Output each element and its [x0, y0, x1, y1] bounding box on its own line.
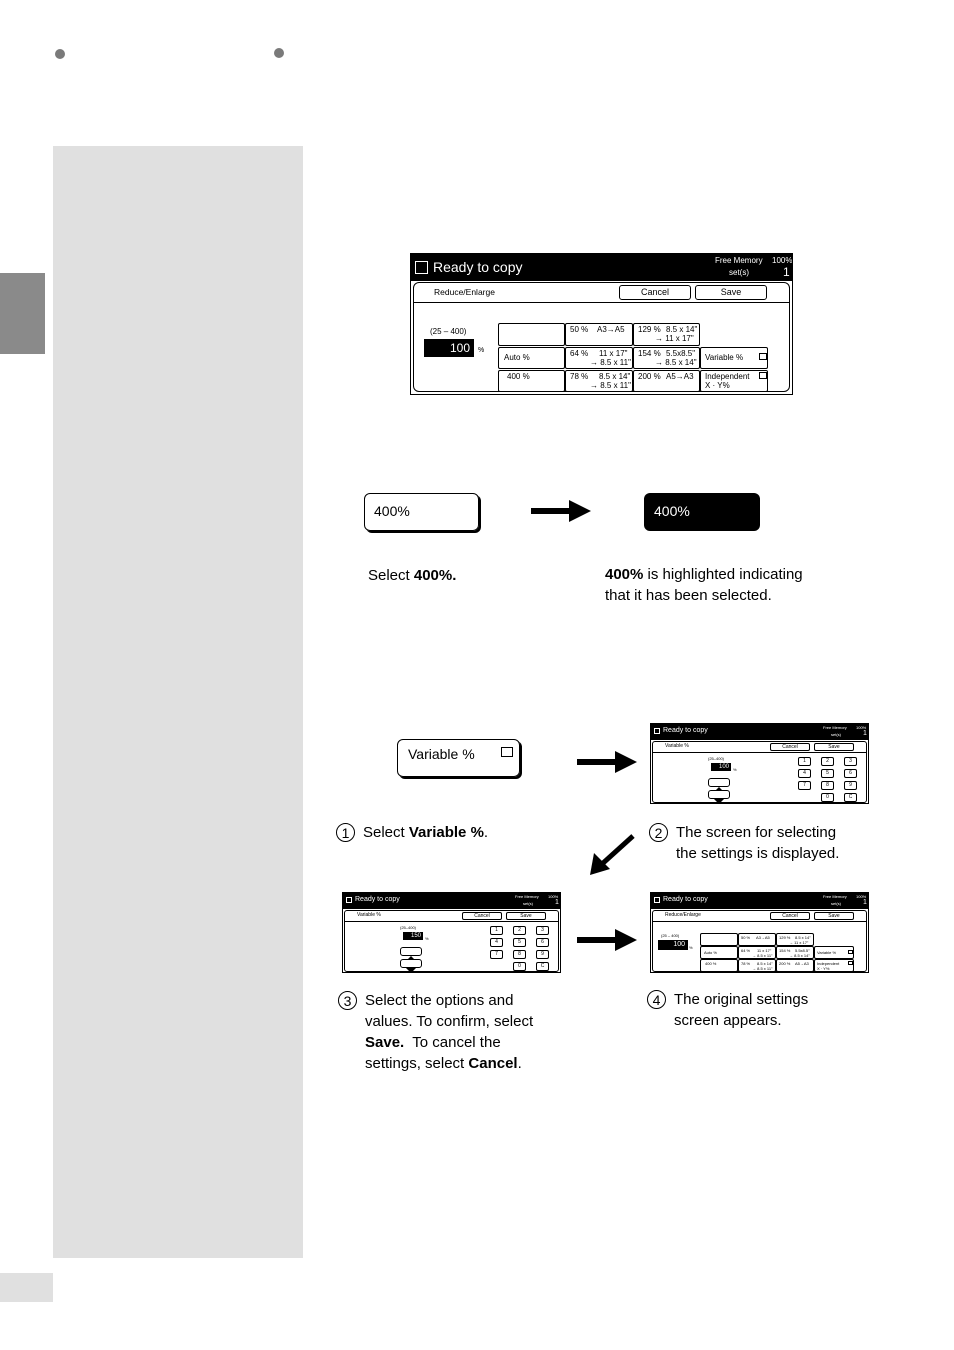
submenu-icon: [848, 950, 853, 954]
keypad-key-7[interactable]: 7: [490, 950, 503, 959]
copier-icon: [654, 728, 660, 734]
reduce-enlarge-screen: [410, 253, 793, 395]
sets-label: set(s): [831, 732, 841, 737]
button-400-selected[interactable]: 400%: [644, 493, 760, 531]
keypad-key-8[interactable]: 8: [513, 950, 526, 959]
sets-label: set(s): [523, 901, 533, 906]
submenu-icon: [501, 747, 513, 757]
keypad-key-6[interactable]: 6: [844, 769, 857, 778]
free-memory-label: Free Memory: [823, 725, 847, 730]
sets-value: 1: [863, 730, 867, 737]
keypad-key-0[interactable]: 0: [513, 962, 526, 971]
tab-variable-percent[interactable]: Variable %: [357, 912, 381, 918]
independent-xy-button[interactable]: Independent X · Y%: [700, 370, 768, 392]
original-settings-screen: [650, 892, 869, 973]
free-memory-label: Free Memory: [515, 894, 539, 899]
ratio-value-display[interactable]: 100: [711, 763, 731, 771]
keypad-key-2[interactable]: 2: [821, 757, 834, 766]
screen-panel: [413, 282, 790, 392]
free-memory-value: 100%: [772, 256, 793, 265]
independent-xy-button[interactable]: Independent X · Y%: [814, 959, 854, 972]
ratio-78-button[interactable]: 78 % 8.5 x 14" → 8.5 x 11": [565, 370, 633, 392]
copier-icon: [346, 897, 352, 903]
page-number-box: [0, 1273, 53, 1302]
caption-select-400: Select 400%.: [368, 567, 457, 584]
free-memory-value: 100%: [856, 725, 867, 730]
sets-value: 1: [863, 899, 867, 906]
step-1-caption: 1 Select Variable %.: [336, 822, 488, 843]
ratio-200-button[interactable]: 200 % A5→A3: [633, 370, 700, 392]
ratio-value-display[interactable]: 150: [403, 932, 423, 940]
free-memory-label: Free Memory: [823, 894, 847, 899]
step-2-caption: 2 The screen for selecting the settings is displayed.: [649, 822, 839, 864]
ratio-value-display[interactable]: 100: [424, 339, 474, 357]
screen-header: [651, 724, 868, 740]
cancel-button[interactable]: Cancel: [770, 743, 810, 751]
screen-panel: [652, 741, 867, 803]
screen-title: Ready to copy: [433, 259, 523, 275]
keypad-key-3[interactable]: 3: [536, 926, 549, 935]
header-dot-left: [55, 49, 65, 59]
save-button[interactable]: Save: [506, 912, 546, 920]
ratio-154-button[interactable]: 154 % 5.5x8.5" → 8.5 x 14": [776, 946, 814, 959]
variable-percent-screen-edited: [342, 892, 561, 973]
ratio-100-button[interactable]: 100 %: [498, 323, 565, 346]
increase-button[interactable]: [708, 778, 730, 787]
save-button[interactable]: Save: [814, 743, 854, 751]
range-label: (25 – 400): [430, 327, 467, 336]
percent-sign: %: [478, 347, 485, 354]
tab-variable-percent[interactable]: Variable %: [665, 743, 689, 749]
caption-400-highlighted: 400% is highlighted indicating that it has been selected.: [605, 566, 803, 604]
left-margin-panel: [53, 146, 303, 1258]
ratio-50-button[interactable]: 50 % A3→A5: [565, 323, 633, 346]
keypad-key-4[interactable]: 4: [798, 769, 811, 778]
chapter-tab: [0, 273, 45, 354]
tab-reduce-enlarge[interactable]: Reduce/Enlarge: [665, 912, 701, 918]
keypad-key-6[interactable]: 6: [536, 938, 549, 947]
keypad-key-4[interactable]: 4: [490, 938, 503, 947]
keypad-key-2[interactable]: 2: [513, 926, 526, 935]
cancel-button[interactable]: Cancel: [770, 912, 810, 920]
panel-divider: [653, 921, 866, 922]
screen-header: [411, 254, 792, 281]
decrease-button[interactable]: [708, 790, 730, 799]
screen-panel: [344, 910, 559, 972]
percent-sign: %: [689, 945, 693, 950]
keypad-key-0[interactable]: 0: [821, 793, 834, 802]
right-arrow-icon: [577, 751, 637, 773]
ratio-200-button[interactable]: 200 % A5→A3: [776, 959, 814, 972]
submenu-icon: [759, 372, 767, 379]
save-button[interactable]: Save: [695, 285, 767, 300]
free-memory-label: Free Memory: [715, 256, 763, 265]
range-label: (25–400): [400, 925, 417, 930]
keypad-key-1[interactable]: 1: [490, 926, 503, 935]
free-memory-value: 100%: [548, 894, 559, 899]
copier-icon: [654, 897, 660, 903]
increase-button[interactable]: [400, 947, 422, 956]
variable-percent-button[interactable]: Variable %: [700, 347, 768, 369]
screen-title: Ready to copy: [663, 896, 708, 903]
percent-sign: %: [733, 767, 737, 772]
keypad-key-8[interactable]: 8: [821, 781, 834, 790]
ratio-129-button[interactable]: 129 % 8.5 x 14" → 11 x 17": [776, 933, 814, 946]
keypad-key-7[interactable]: 7: [798, 781, 811, 790]
variable-percent-example-button[interactable]: Variable %: [397, 739, 520, 777]
keypad-key-5[interactable]: 5: [821, 769, 834, 778]
variable-percent-button[interactable]: Variable %: [814, 946, 854, 959]
submenu-icon: [848, 961, 853, 965]
tab-reduce-enlarge[interactable]: Reduce/Enlarge: [434, 287, 495, 297]
ratio-value-display[interactable]: 100: [658, 940, 688, 950]
panel-divider: [345, 921, 558, 922]
header-dot-right: [274, 48, 284, 58]
right-arrow-icon: [531, 500, 591, 522]
submenu-icon: [759, 353, 767, 360]
ratio-64-button[interactable]: 64 % 11 x 17" → 8.5 x 11": [565, 347, 633, 369]
auto-percent-button[interactable]: Auto %: [700, 946, 738, 959]
ratio-400-button[interactable]: 400 %: [498, 370, 565, 392]
keypad-key-9[interactable]: 9: [844, 781, 857, 790]
right-arrow-icon: [577, 929, 637, 951]
ratio-100-button[interactable]: 100 %: [700, 933, 738, 946]
keypad-key-C[interactable]: C: [536, 962, 549, 971]
sets-label: set(s): [831, 901, 841, 906]
panel-divider: [653, 752, 866, 753]
ratio-50-button[interactable]: 50 % A3→A5: [738, 933, 776, 946]
ratio-154-button[interactable]: 154 % 5.5x8.5" → 8.5 x 14": [633, 347, 700, 369]
auto-percent-button[interactable]: Auto %: [498, 347, 565, 369]
screen-header: [343, 893, 560, 909]
cancel-button[interactable]: Cancel: [462, 912, 502, 920]
sets-label: set(s): [729, 268, 749, 277]
screen-panel: [652, 910, 867, 972]
free-memory-value: 100%: [856, 894, 867, 899]
variable-percent-screen: [650, 723, 869, 804]
panel-divider: [414, 302, 789, 303]
keypad-key-9[interactable]: 9: [536, 950, 549, 959]
keypad-key-3[interactable]: 3: [844, 757, 857, 766]
range-label: (25 – 400): [661, 933, 680, 938]
percent-sign: %: [425, 936, 429, 941]
step-4-caption: 4 The original settings screen appears.: [647, 989, 808, 1031]
button-400-unselected[interactable]: 400%: [364, 493, 479, 531]
keypad-key-C[interactable]: C: [844, 793, 857, 802]
copier-icon: [415, 261, 428, 274]
sets-value: 1: [783, 265, 790, 279]
screen-title: Ready to copy: [355, 896, 400, 903]
ratio-129-button[interactable]: 129 % 8.5 x 14" → 11 x 17": [633, 323, 700, 346]
keypad-key-5[interactable]: 5: [513, 938, 526, 947]
screen-header: [651, 893, 868, 909]
ratio-400-button[interactable]: 400 %: [700, 959, 738, 972]
step-3-caption: 3 Select the options and values. To confirm, select Save. To cancel the settings, select Cancel.: [338, 990, 533, 1074]
ratio-64-button[interactable]: 64 % 11 x 17" → 8.5 x 11": [738, 946, 776, 959]
decrease-button[interactable]: [400, 959, 422, 968]
cancel-button[interactable]: Cancel: [619, 285, 691, 300]
down-left-arrow-icon: [588, 833, 636, 875]
sets-value: 1: [555, 899, 559, 906]
ratio-78-button[interactable]: 78 % 8.5 x 14" → 8.5 x 11": [738, 959, 776, 972]
keypad-key-1[interactable]: 1: [798, 757, 811, 766]
save-button[interactable]: Save: [814, 912, 854, 920]
range-label: (25–400): [708, 756, 725, 761]
screen-title: Ready to copy: [663, 727, 708, 734]
